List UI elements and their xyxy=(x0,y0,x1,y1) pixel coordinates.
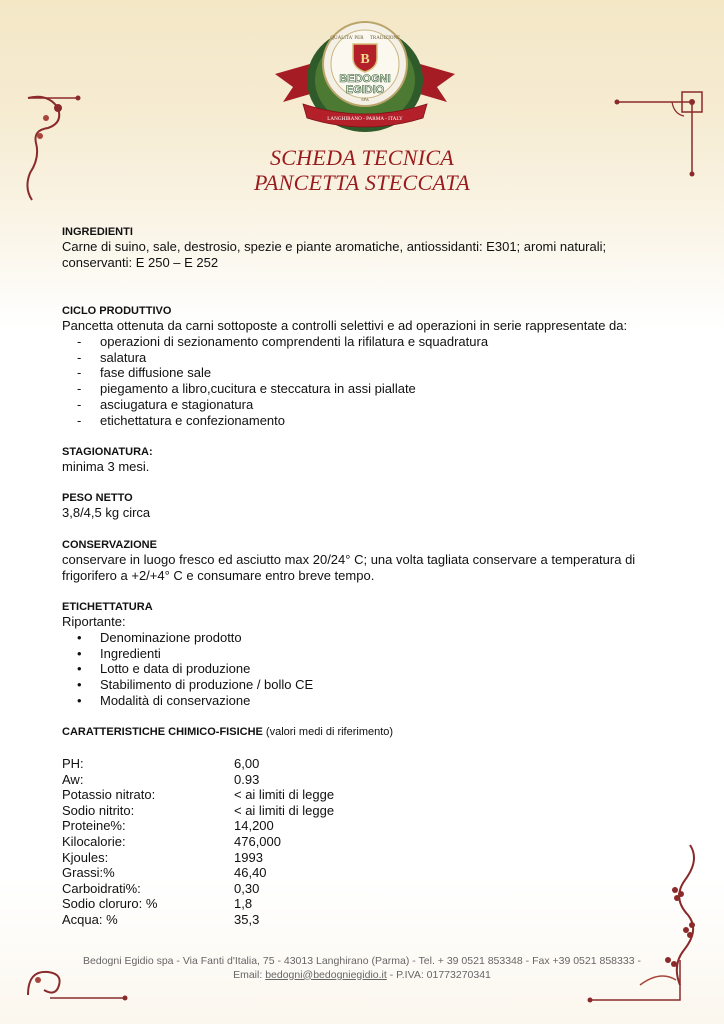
section-etichettatura xyxy=(62,601,672,709)
list-marker: • xyxy=(77,661,82,677)
section-ingredienti xyxy=(62,226,672,271)
section-note: (valori medi di riferimento) xyxy=(265,726,394,738)
logo-ribbon-text: LANGHIRANO - PARMA - ITALY xyxy=(327,116,403,122)
section-text: Carne di suino, sale, destrosio, spezie e piante aromatiche, antiossidanti: E301; aromi naturali; conservanti: E 250 – E 252 xyxy=(62,239,607,270)
section-text: 3,8/4,5 kg circa xyxy=(62,505,151,520)
table-row: Aw: 0.93 xyxy=(62,771,260,787)
logo-brand-line2: EGIDIO xyxy=(345,84,385,96)
section-text: conservare in luogo fresco ed asciutto max 20/24° C; una volta tagliata conservare a temperatura di frigorifero a +2/+4° C e consumare entro breve tempo. xyxy=(62,552,636,583)
email-link[interactable]: bedogni@bedogniegidio.it xyxy=(265,968,387,981)
section-text: Riportante: xyxy=(62,614,126,629)
list-item: • Ingredienti xyxy=(77,645,161,661)
logo-banner-left: QUALITA' PER xyxy=(330,36,364,41)
table-row: Grassi:% 46,40 xyxy=(62,865,267,881)
list-marker: • xyxy=(77,645,82,661)
list-marker: - xyxy=(77,396,82,412)
section-heading: PESO NETTO xyxy=(62,492,133,504)
footer-contact xyxy=(0,969,724,983)
list-item: - etichettatura e confezionamento xyxy=(77,412,286,428)
list-item: - piegamento a libro,cucitura e steccatura in assi piallate xyxy=(77,381,416,397)
section-heading: CONSERVAZIONE xyxy=(62,539,157,551)
email-label: Email: xyxy=(233,968,263,981)
section-heading: CICLO PRODUTTIVO xyxy=(62,305,172,317)
table-row: Sodio cloruro: % 1,8 xyxy=(62,896,253,912)
section-caratteristiche xyxy=(62,726,672,739)
product-name: PANCETTA STECCATA xyxy=(254,170,470,195)
section-ciclo-produttivo xyxy=(62,305,672,429)
list-item: • Modalità di conservazione xyxy=(77,692,251,708)
list-marker: • xyxy=(77,629,82,645)
list-marker: - xyxy=(77,365,82,381)
process-list xyxy=(62,334,672,429)
section-text: Pancetta ottenuta da carni sottoposte a controlli selettivi e ad operazioni in serie rappresentate da: xyxy=(62,318,628,333)
list-marker: - xyxy=(77,412,82,428)
section-heading: INGREDIENTI xyxy=(62,226,133,238)
label-list xyxy=(62,630,672,709)
table-row: Carboidrati%: 0,30 xyxy=(62,880,260,896)
properties-table xyxy=(62,756,334,928)
footer xyxy=(0,955,724,982)
list-item: - asciugatura e stagionatura xyxy=(77,396,254,412)
table-row: Sodio nitrito: < ai limiti di legge xyxy=(62,802,335,818)
logo-banner-right: TRADIZIONE xyxy=(369,36,401,41)
list-marker: • xyxy=(77,677,82,693)
vat-number: - P.IVA: 01773270341 xyxy=(389,968,491,981)
list-item: • Stabilimento di produzione / bollo CE xyxy=(77,677,314,693)
table-row: Proteine%: 14,200 xyxy=(62,818,274,834)
section-stagionatura xyxy=(62,446,672,475)
table-row: PH: 6,00 xyxy=(62,756,260,771)
logo-shield-letter: B xyxy=(360,52,370,67)
ornament-bottom-right-icon xyxy=(580,840,710,1010)
section-heading: STAGIONATURA: xyxy=(62,446,153,458)
company-logo xyxy=(265,12,465,142)
table-row: Kilocalorie: 476,000 xyxy=(62,833,281,849)
section-text: minima 3 mesi. xyxy=(62,459,150,474)
section-peso-netto xyxy=(62,492,672,521)
list-marker: - xyxy=(77,333,82,349)
list-marker: - xyxy=(77,381,82,397)
list-item: • Denominazione prodotto xyxy=(77,629,242,645)
table-row: Potassio nitrato: < ai limiti di legge xyxy=(62,787,335,803)
logo-brand-suffix: SPA xyxy=(361,97,369,102)
list-item: - salatura xyxy=(77,349,147,365)
logo-brand-line1: BEDOGNI xyxy=(339,73,391,85)
section-heading: CARATTERISTICHE CHIMICO-FISICHE (valori medi di riferimento) xyxy=(62,726,394,738)
list-marker: • xyxy=(77,692,82,708)
list-marker: - xyxy=(77,349,82,365)
footer-address: Bedogni Egidio spa - Via Fanti d'Italia, 75 - 43013 Langhirano (Parma) - Tel. + 39 0521 853348 - Fax +39 0521 858333 - xyxy=(83,955,641,967)
table-row: Acqua: % 35,3 xyxy=(62,911,260,927)
list-item: - fase diffusione sale xyxy=(77,365,212,381)
table-row: Kjoules: 1993 xyxy=(62,849,263,865)
document-title: SCHEDA TECNICA xyxy=(269,145,455,170)
section-conservazione xyxy=(62,539,672,584)
list-item: - operazioni di sezionamento comprendenti la rifilatura e squadratura xyxy=(77,333,489,349)
section-heading: ETICHETTATURA xyxy=(62,601,153,613)
list-item: • Lotto e data di produzione xyxy=(77,661,251,677)
